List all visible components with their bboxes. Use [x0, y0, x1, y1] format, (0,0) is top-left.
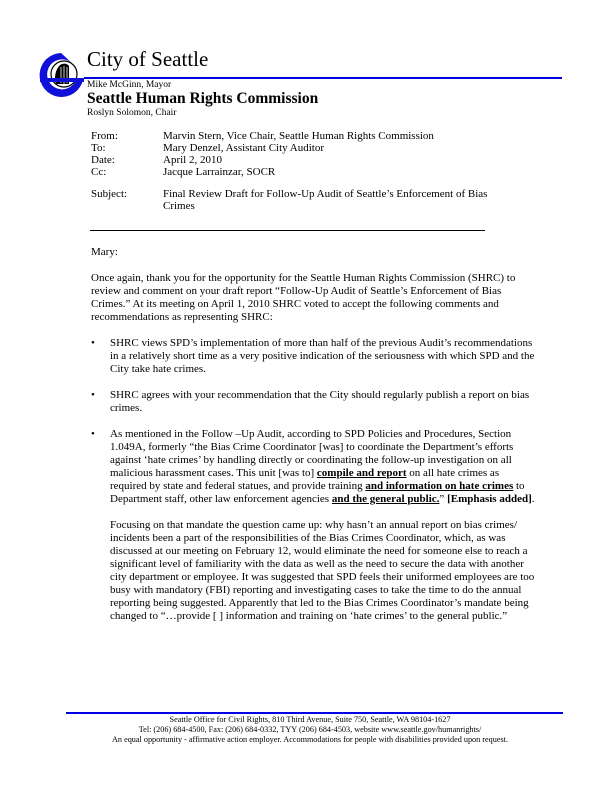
comment-text: SHRC views SPD’s implementation of more than half of the previous Audit’s recommendations in a relatively short time as a very positive indication of the seriousness with which SPD and the City take hate crimes. [110, 337, 535, 375]
comment-item [91, 428, 536, 623]
memo-date-row [91, 154, 511, 166]
footer-contact: Tel: (206) 684-4500, Fax: (206) 684-0332, TYY (206) 684-4503, website www.seattle.gov/humanrights/ [138, 725, 482, 734]
quote-text: . [531, 493, 535, 505]
memo-to-label: To: [91, 142, 106, 154]
comment-item [91, 389, 536, 415]
quote-text: on all hate crimes as required by state and federal statues, and provide training [110, 467, 500, 492]
footer-address: Seattle Office for Civil Rights, 810 Third Avenue, Suite 750, Seattle, WA 98104-1627 [169, 715, 451, 724]
memo-from-value: Marvin Stern, Vice Chair, Seattle Human Rights Commission [163, 130, 434, 142]
footer-rule [66, 712, 563, 714]
quote-text: ” [439, 493, 448, 505]
emphasis-compile-report: compile and report [316, 467, 407, 479]
memo-from-label: From: [91, 130, 118, 142]
memo-to-value: Mary Denzel, Assistant City Auditor [163, 142, 325, 154]
memo-subject-row [91, 188, 511, 212]
comment-text-quote [110, 428, 536, 506]
memo-subject-label: Subject: [91, 188, 128, 200]
footer-notice: An equal opportunity - affirmative action employer. Accommodations for people with disabilities provided upon request. [112, 735, 508, 744]
emphasis-added-note: [Emphasis added] [447, 493, 532, 505]
bullet-icon: • [91, 389, 95, 401]
memo-cc-value: Jacque Larrainzar, SOCR [163, 166, 276, 178]
city-seal-logo-icon [36, 50, 86, 100]
salutation: Mary: [91, 246, 118, 258]
intro-paragraph: Once again, thank you for the opportunity for the Seattle Human Rights Commission (SHRC) to review and comment on your draft report “Follow-Up Audit of Seattle’s Enforcement of Bias Crimes.” At its meeting on April 1, 2010 SHRC voted to accept the following comments and recommendations as representing SHRC: [91, 272, 516, 323]
quote-text: As mentioned in the Follow –Up Audit, according to SPD Policies and Procedures, Section 1.049A, formerly “the Bias Crime Coordinator [was] to coordinate the Department’s efforts against ‘hate crimes’ by handling directly or coordinating the follow-up investigation on all malicious harassment cases. This unit [was to] [110, 428, 514, 479]
comment-item [91, 337, 536, 376]
memo-header [91, 130, 511, 212]
memo-cc-label: Cc: [91, 166, 107, 178]
bullet-icon: • [91, 428, 95, 440]
memo-from-row [91, 130, 511, 142]
mayor-name: Mike McGinn, Mayor [87, 80, 172, 90]
quote-text: to Department staff, other law enforcement agencies [110, 480, 525, 505]
commission-name: Seattle Human Rights Commission [87, 90, 319, 107]
bullet-icon: • [91, 337, 95, 349]
memo-date-label: Date: [91, 154, 115, 166]
footer [60, 715, 560, 745]
comment-list [91, 337, 536, 636]
comment-followup-text: Focusing on that mandate the question came up: why hasn’t an annual report on bias crimes/ incidents been a part of the responsibilities of the Bias Crimes Coordinator, which, as was discussed at our meeting on February 12, would eliminate the need for someone else to reach a significant level of familiarity with the data as well as the need to secure the data with another city department or employee. It was suggested that SPD feels their uniformed employees are too busy with mandatory (FBI) reporting and investigating cases to take the time to do the annual reporting being suggested. Apparently that led to the Bias Crimes Coordinator’s mandate being changed to “…provide [ ] information and training on ‘hate crimes’ to the general public.” [110, 519, 535, 622]
memo-subject-value: Final Review Draft for Follow-Up Audit of Seattle’s Enforcement of Bias Crimes [163, 188, 488, 212]
emphasis-information-hate-crimes: and information on hate crimes [365, 480, 514, 492]
memo-cc-row [91, 166, 511, 178]
city-title: City of Seattle [87, 47, 209, 71]
memo-to-row [91, 142, 511, 154]
chair-name: Roslyn Solomon, Chair [87, 108, 177, 118]
emphasis-general-public: and the general public. [331, 493, 440, 505]
memo-divider [90, 230, 485, 231]
memo-date-value: April 2, 2010 [163, 154, 222, 166]
comment-text: SHRC agrees with your recommendation that the City should regularly publish a report on bias crimes. [110, 389, 530, 414]
header-rule [84, 77, 562, 79]
